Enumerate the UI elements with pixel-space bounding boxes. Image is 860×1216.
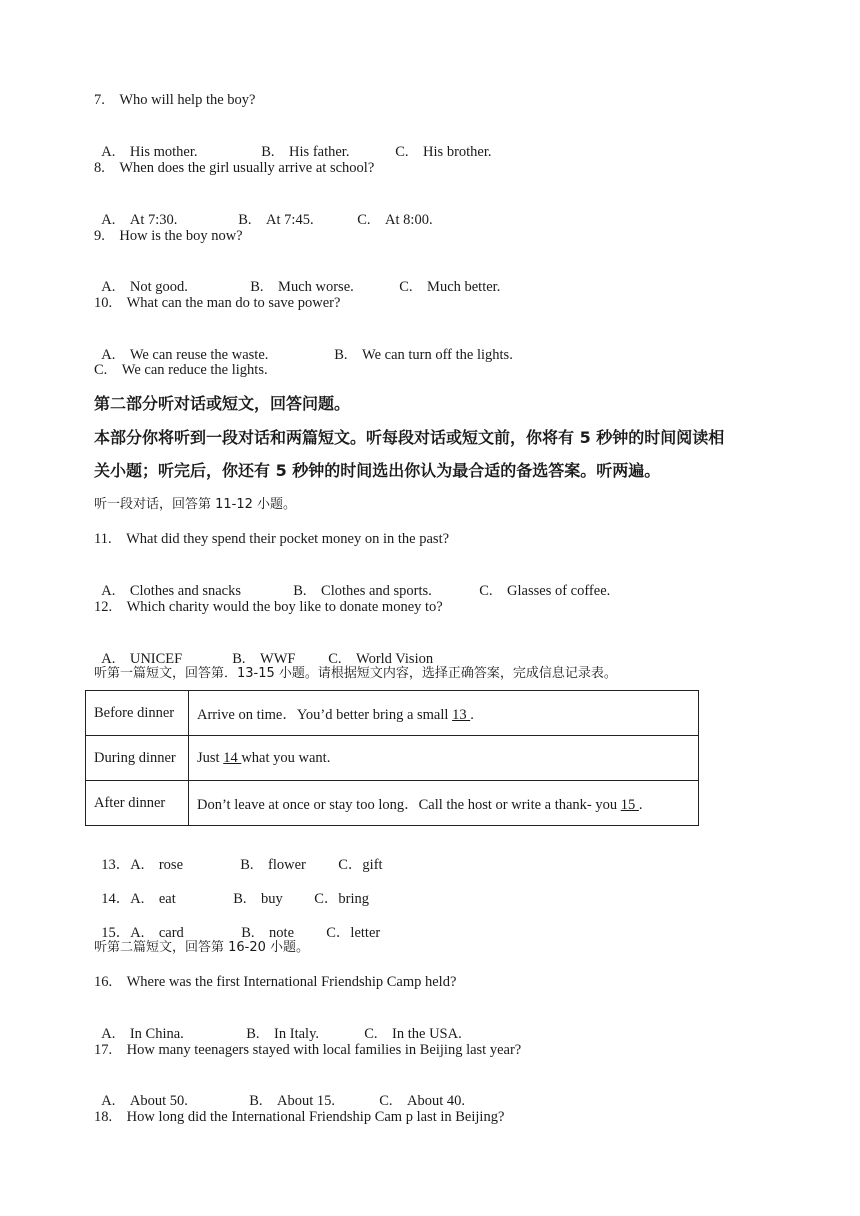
option-c: C. About 40. — [379, 1093, 466, 1109]
part2-intro-line-1: 本部分你将听到一段对话和两篇短文。听每段对话或短文前，你将有 5 秒钟的时间阅读相 — [94, 428, 725, 447]
q18-text: 18. How long did the International Friendship Cam p last in Beijing? — [94, 1109, 505, 1125]
part2-intro-line-2: 关小题；听完后，你还有 5 秒钟的时间选出你认为最合适的备选答案。听两遍。 — [94, 461, 661, 480]
row-text: Don’t leave at once or stay too long．Call the host or write a thank- you — [197, 796, 621, 813]
row-text-end: . — [470, 706, 474, 723]
option-a: A. About 50. — [101, 1093, 188, 1109]
row-content — [189, 781, 699, 826]
option-b: B. Much worse. — [250, 279, 354, 295]
q15-options — [94, 906, 380, 942]
option-b: B. At 7:45. — [238, 212, 314, 228]
q8-options — [94, 193, 433, 229]
option-c: C．bring — [314, 891, 370, 907]
table-row — [86, 691, 699, 736]
blank-14: 14 — [223, 749, 242, 766]
option-c: C. In the USA. — [364, 1026, 462, 1042]
option-b: B. note — [241, 925, 295, 941]
q11-text: 11. What did they spend their pocket money on in the past? — [94, 531, 450, 547]
option-b: B. flower — [240, 857, 306, 873]
info-record-table — [85, 690, 699, 826]
row-label: After dinner — [86, 781, 189, 826]
q7-text: 7. Who will help the boy? — [94, 92, 256, 108]
q17-text: 17. How many teenagers stayed with local families in Beijing last year? — [94, 1042, 522, 1058]
part2-title: 第二部分听对话或短文，回答问题。 — [94, 394, 351, 413]
option-a: 15．A. card — [101, 925, 184, 941]
option-a: 14．A. eat — [101, 891, 176, 907]
dialog-instruction: 听一段对话，回答第 11-12 小题。 — [94, 497, 297, 512]
q16-text: 16. Where was the first International Friendship Camp held? — [94, 974, 457, 990]
option-a: A. His mother. — [101, 144, 198, 160]
q10-option-c: C. We can reduce the lights. — [94, 362, 268, 378]
option-b: B. Clothes and sports. — [293, 583, 432, 599]
q13-options — [94, 838, 383, 874]
option-c: C．gift — [338, 857, 383, 873]
passage2-instruction: 听第二篇短文，回答第 16-20 小题。 — [94, 940, 310, 955]
row-content — [189, 736, 699, 781]
option-a: A. Clothes and snacks — [101, 583, 241, 599]
blank-15: 15 — [620, 796, 639, 813]
row-content — [189, 691, 699, 736]
option-b: B. We can turn off the lights. — [334, 347, 513, 363]
row-text: Just — [197, 749, 224, 766]
table-row — [86, 781, 699, 826]
option-c: C. World Vision — [328, 651, 434, 667]
option-b: B. About 15. — [249, 1093, 336, 1109]
option-a: A. UNICEF — [101, 651, 183, 667]
q7-options — [94, 125, 492, 161]
option-c: C．letter — [326, 925, 381, 941]
row-text-end: what you want. — [241, 749, 331, 766]
q8-text: 8. When does the girl usually arrive at school? — [94, 160, 375, 176]
table-row — [86, 736, 699, 781]
q12-options — [94, 632, 433, 668]
q10-text: 10. What can the man do to save power? — [94, 295, 341, 311]
option-a: A. Not good. — [101, 279, 188, 295]
option-c: C. His brother. — [395, 144, 492, 160]
option-c: C. At 8:00. — [357, 212, 433, 228]
blank-13: 13 — [452, 706, 471, 723]
q9-options — [94, 260, 500, 296]
passage1-instruction: 听第一篇短文，回答第．13-15 小题。请根据短文内容，选择正确答案，完成信息记录表。 — [94, 666, 617, 681]
option-a: A. At 7:30. — [101, 212, 178, 228]
option-c: C. Glasses of coffee. — [479, 583, 611, 599]
option-b: B. buy — [233, 891, 283, 907]
q9-text: 9. How is the boy now? — [94, 228, 243, 244]
row-label: During dinner — [86, 736, 189, 781]
q11-options — [94, 564, 610, 600]
option-c: C. Much better. — [399, 279, 501, 295]
q14-options — [94, 872, 369, 908]
row-text-end: . — [638, 796, 643, 813]
option-b: B. His father. — [261, 144, 350, 160]
row-label: Before dinner — [86, 691, 189, 736]
option-b: B. WWF — [232, 651, 296, 667]
q17-options — [94, 1074, 465, 1110]
option-b: B. In Italy. — [246, 1026, 320, 1042]
q10-options — [94, 328, 513, 364]
option-a: 13．A. rose — [101, 857, 184, 873]
option-a: A. In China. — [101, 1026, 184, 1042]
q12-text: 12. Which charity would the boy like to donate money to? — [94, 599, 443, 615]
q16-options — [94, 1007, 462, 1043]
option-a: A. We can reuse the waste. — [101, 347, 269, 363]
row-text: Arrive on time．You’d better bring a small — [197, 706, 453, 723]
